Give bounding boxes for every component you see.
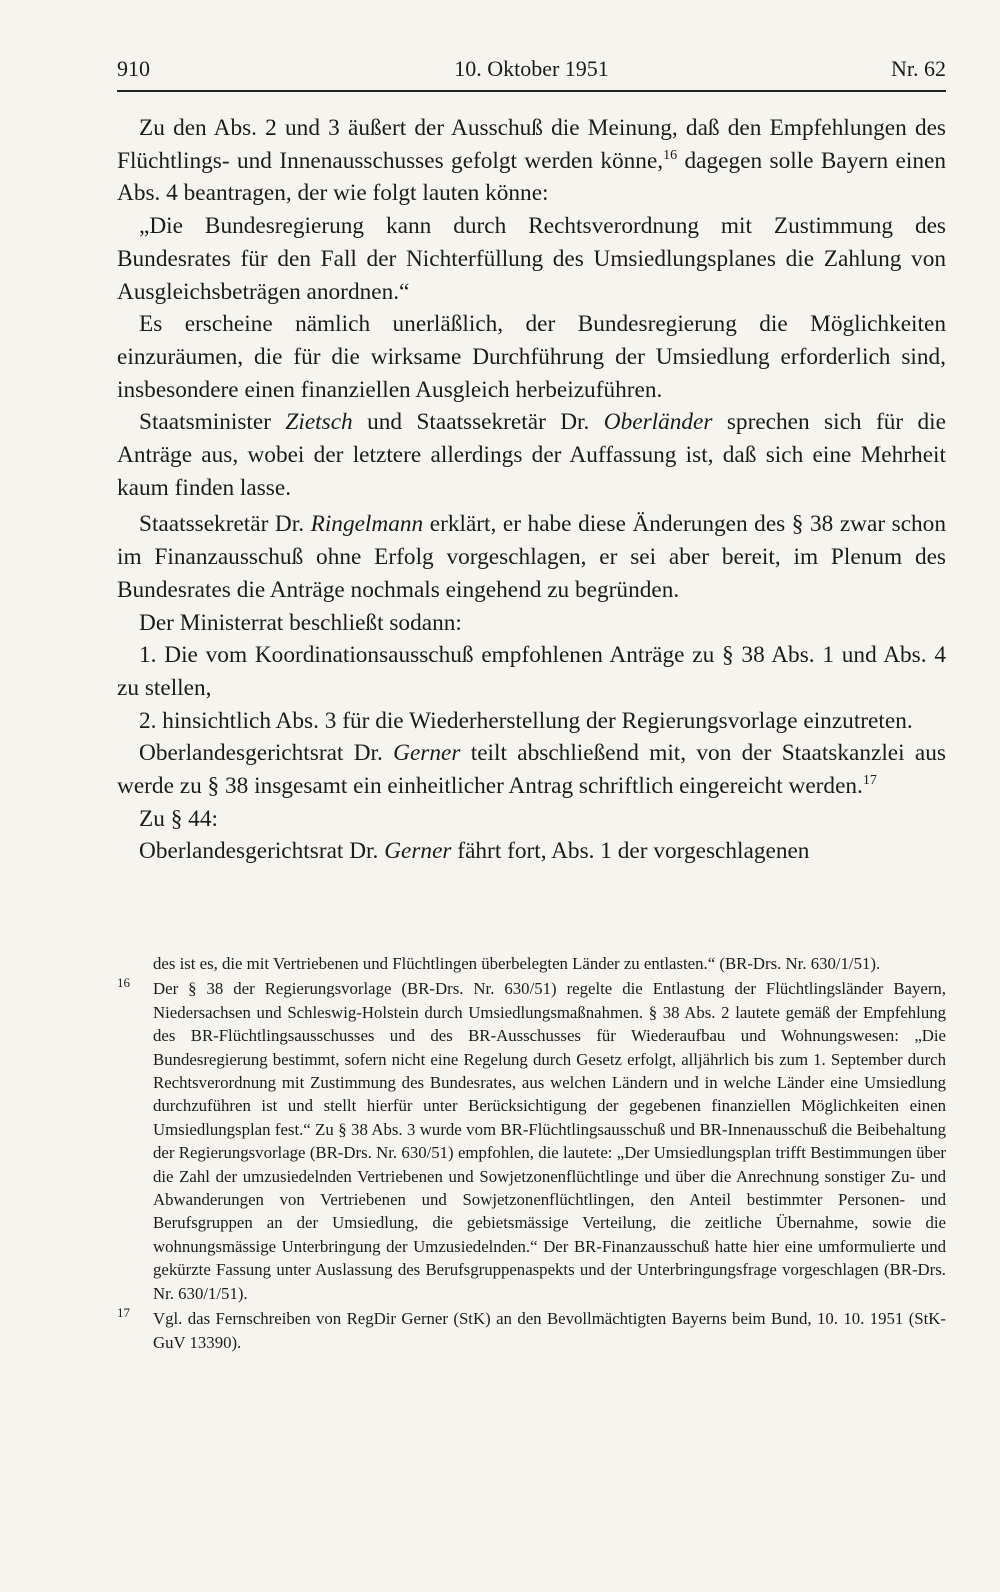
footnote-continuation: des ist es, die mit Vertriebenen und Flüchtlingen überbelegten Länder zu entlasten.“ (BR-Drs. Nr. 630/1/51). [153, 954, 881, 973]
quoted-proposal: „Die Bundesregierung kann durch Rechtsverordnung mit Zustimmung des Bundesrates für den Fall der Nichterfüllung des Umsiedlungsplanes die Zahlung von Ausgleichsbeträgen anordnen.“ [117, 213, 946, 305]
paragraph-justification: Es erscheine nämlich unerläßlich, der Bundesregierung die Möglichkeiten einzuräumen, die für die wirksame Durchführung der Umsiedlung erforderlich sind, insbesondere einen finanziellen Ausgleich herbeizuführen. [117, 311, 946, 403]
paragraph-committee-opinion: Zu den Abs. 2 und 3 äußert der Ausschuß die Meinung, daß den Empfehlungen des Flüchtlings- und Innenausschusses gefolgt werden könne,$^{16}$ dagegen solle Bayern einen Abs. 4 beantragen, der wie folgt lauten könne: [117, 115, 946, 207]
header-date: 10. Oktober 1951 [454, 56, 609, 81]
page-number: 910 [117, 56, 150, 81]
footnote-16: 16 Der § 38 der Regierungsvorlage (BR-Drs. Nr. 630/51) regelte die Entlastung der Flüchtlingsländer Bayern, Niedersachsen und Schleswig-Holstein durch Umsiedlungsmaßnahmen. § 38 Abs. 2 lautete gemäß der Empfehlung des BR-Flüchtlingsausschusses und des BR-Ausschusses für Wiederaufbau und Wohnungswesen: „Die Bundesregierung bestimmt, sofern nicht eine Regelung durch Gesetz erfolgt, alljährlich bis zum 1. September durch Rechtsverordnung mit Zustimmung des Bundesrates, aus welchen Ländern und in welche Länder eine Umsiedlung durchzuführen ist und stellt hierfür unter Berücksichtigung der gegebenen finanziellen Möglichkeiten einen Umsiedlungsplan fest.“ Zu § 38 Abs. 3 wurde vom BR-Flüchtlingsausschuß und BR-Innenausschuß die Beibehaltung der Regierungsvorlage (BR-Drs. Nr. 630/51) empfohlen, die lautete: „Der Umsiedlungsplan trifft Bestimmungen über die Zahl der umzusiedelnden Vertriebenen und Sowjetzonenflüchtlinge und über die Anrechnung sonstiger Zu- und Abwanderungen von Vertriebenen und Sowjetzonenflüchtlingen, den Anteil bestimmter Personen- und Berufsgruppen an der Umsiedlung, die gebietsmässige Verteilung, die zeitliche Übernahme, sowie die wohnungsmässige Unterbringung der Umzusiedelnden.“ Der BR-Finanzausschuß hatte hier eine umformulierte und gekürzte Fassung unter Auslassung des Berufsgruppenaspekts und der Unterbringungsfrage vorgeschlagen (BR-Drs. Nr. 630/1/51). [117, 977, 946, 1305]
person-name: Gerner [384, 838, 452, 865]
footnote-ref-16: 16 [663, 147, 678, 163]
person-name: Oberländer [603, 409, 713, 436]
paragraph-gerner-1: Oberlandesgerichtsrat Dr. Gerner teilt abschließend mit, von der Staatskanzlei aus werde zu § 38 insgesamt ein einheitlicher Antrag schriftlich eingereicht werden.$^{17}$ [117, 740, 946, 800]
section-heading: Zu § 44: [139, 805, 218, 832]
issue-number: Nr. 62 [891, 56, 946, 81]
person-name: Gerner [393, 740, 461, 767]
paragraph-resolution: Der Ministerrat beschließt sodann: [139, 609, 462, 636]
footnote-number: 17 [117, 1305, 130, 1321]
paragraph-gerner-2: Oberlandesgerichtsrat Dr. Gerner fährt fort, Abs. 1 der vorgeschlagenen [139, 838, 810, 865]
main-text [117, 112, 946, 868]
paragraph-ringelmann: Staatssekretär Dr. Ringelmann erklärt, er habe diese Änderungen des § 38 zwar schon im Finanzausschuß ohne Erfolg vorgeschlagen, er sei aber bereit, im Plenum des Bundesrates die Anträge nochmals eingehend zu begründen. [117, 511, 946, 603]
resolution-item-1: 1. Die vom Koordinationsausschuß empfohlenen Anträge zu § 38 Abs. 1 und Abs. 4 zu stellen, [117, 642, 946, 701]
footnote-number: 16 [117, 975, 130, 991]
paragraph-ministers: Staatsminister Zietsch und Staatssekretär Dr. Oberländer sprechen sich für die Anträge aus, wobei der letztere allerdings der Auffassung ist, daß sich eine Mehrheit kaum finden lasse. [117, 409, 946, 501]
person-name: Ringelmann [310, 511, 424, 538]
footnotes [117, 952, 946, 1354]
running-header [117, 50, 946, 92]
person-name: Zietsch [285, 409, 353, 436]
footnote-17: 17 Vgl. das Fernschreiben von RegDir Gerner (StK) an den Bevollmächtigten Bayerns beim Bund, 10. 10. 1951 (StK-GuV 13390). [117, 1307, 946, 1354]
footnote-ref-17: 17 [862, 773, 877, 789]
resolution-item-2: 2. hinsichtlich Abs. 3 für die Wiederherstellung der Regierungsvorlage einzutreten. [139, 707, 913, 734]
